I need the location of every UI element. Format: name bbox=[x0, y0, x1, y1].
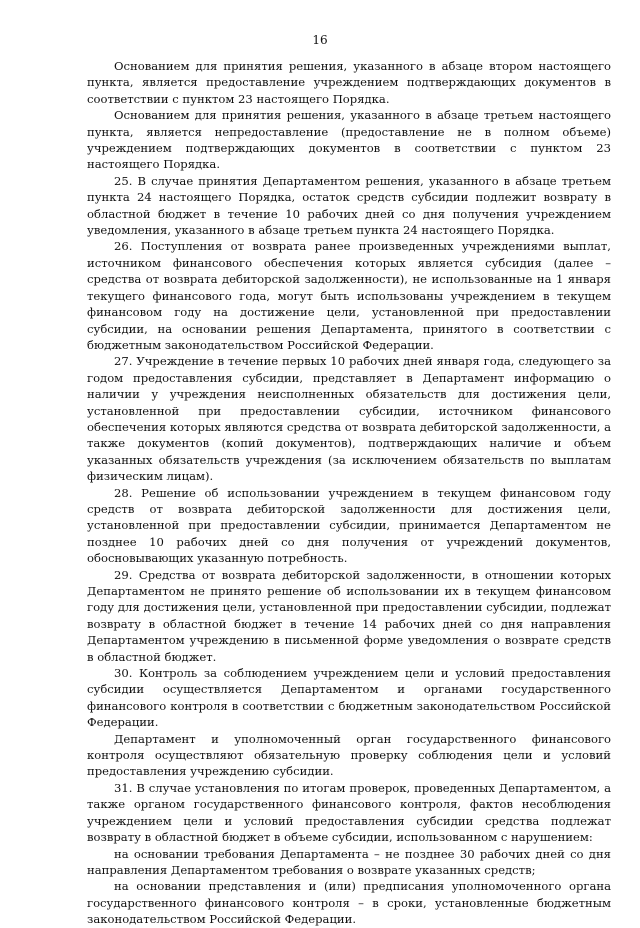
paragraph-30-control: Департамент и уполномоченный орган государственного финансового контроля осуществляют обязательную проверку соблюдения цели и условий предоставления учреждению субсидии. bbox=[87, 731, 611, 779]
paragraph-31: 31. В случае установления по итогам проверок, проведенных Департаментом, а также органом государственного финансового контроля, фактов несоблюдения учреждением цели и условий предоставления субсидии средства подлежат возврату в областной бюджет в объеме субсидии, использованном с нарушением: bbox=[87, 780, 611, 845]
page-number: 16 bbox=[312, 33, 328, 47]
paragraph-basis-third: Основанием для принятия решения, указанного в абзаце третьем настоящего пункта, является непредоставление (предоставление не в полном объеме) учреждением подтверждающих документов в соответствии с пунктом 23 настоящего Порядка. bbox=[87, 108, 611, 172]
paragraph-25: 25. В случае принятия Департаментом решения, указанного в абзаце третьем пункта 24 настоящего Порядка, остаток средств субсидии подлежит возврату в областной бюджет в течение 10 рабочих дней со дня получения учреждением уведомления, указанного в абзаце третьем пункта 24 настоящего Порядка. bbox=[87, 173, 611, 238]
paragraph-29: 29. Средства от возврата дебиторской задолженности, в отношении которых Департаментом не принято решение об использовании их в текущем финансовом году для достижения цели, установленной при предоставлении субсидии, подлежат возврату в областной бюджет в течение 14 рабочих дней со дня направления Департаментом учреждению в письменной форме уведомления о возврате средств в областной бюджет. bbox=[87, 567, 611, 664]
paragraph-31-department-demand: на основании требования Департамента – не позднее 30 рабочих дней со дня направления Департаментом требования о возврате указанных средств; bbox=[87, 846, 611, 877]
paragraph-27: 27. Учреждение в течение первых 10 рабочих дней января года, следующего за годом предоставления субсидии, представляет в Департамент информацию о наличии у учреждения неисполненных обязательств для достижения цели, установленной при предоставлении субсидии, источником финансового обеспечения которых являются средства от возврата дебиторской задолженности, а также документов (копий документов), подтверждающих наличие и объем указанных обязательств учреждения (за исключением обязательств по выплатам физическим лицам). bbox=[87, 354, 611, 484]
paragraph-31-control-order: на основании представления и (или) предписания уполномоченного органа государственного финансового контроля – в сроки, установленные бюджетным законодательством Российской Федерации. bbox=[87, 879, 611, 927]
paragraph-26: 26. Поступления от возврата ранее произведенных учреждениями выплат, источником финансового обеспечения которых является субсидия (далее – средства от возврата дебиторской задолженности), не использованные на 1 января текущего финансового года, могут быть использованы учреждением в текущем финансовом году на достижение цели, установленной при предоставлении субсидии, на основании решения Департамента, принятого в соответствии с бюджетным законодательством Российской Федерации. bbox=[87, 239, 611, 352]
paragraph-30: 30. Контроль за соблюдением учреждением цели и условий предоставления субсидии осуществляется Департаментом и органами государственного финансового контроля в соответствии с бюджетным законодательством Российской Федерации. bbox=[87, 666, 611, 730]
paragraph-basis-second: Основанием для принятия решения, указанного в абзаце втором настоящего пункта, является предоставление учреждением подтверждающих документов в соответствии с пунктом 23 настоящего Порядка. bbox=[87, 59, 611, 106]
document-body bbox=[87, 58, 611, 928]
paragraph-28: 28. Решение об использовании учреждением в текущем финансовом году средств от возврата дебиторской задолженности для достижения цели, установленной при предоставлении субсидии, принимается Департаментом не позднее 10 рабочих дней со дня получения от учреждений документов, обосновывающих указанную потребность. bbox=[87, 485, 611, 566]
